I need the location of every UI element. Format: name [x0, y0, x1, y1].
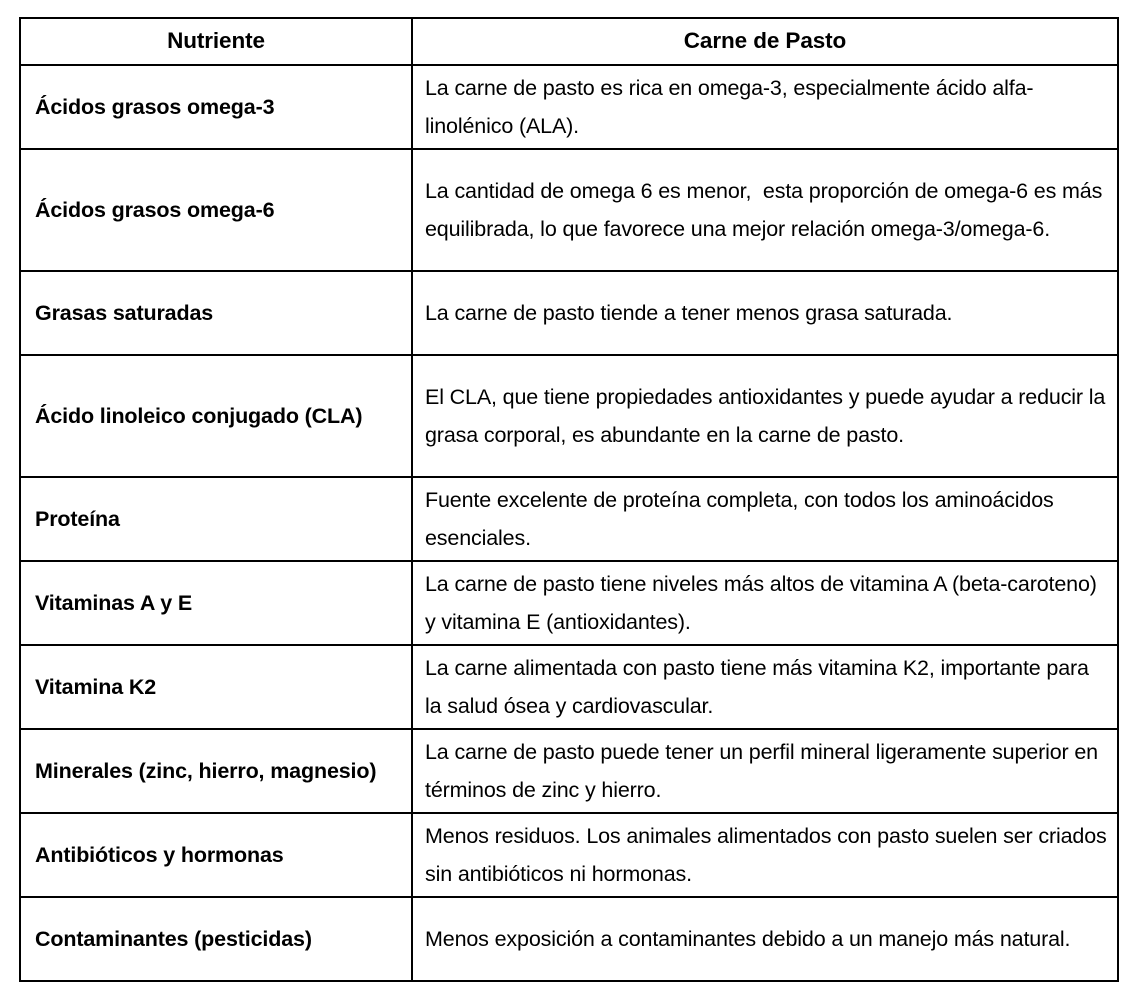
cell-description: La carne de pasto es rica en omega-3, especialmente ácido alfa-linolénico (ALA). — [412, 65, 1118, 149]
table-row — [20, 149, 1118, 271]
table-header-row — [20, 18, 1118, 65]
cell-nutrient: Vitamina K2 — [20, 645, 412, 729]
column-header-description: Carne de Pasto — [412, 18, 1118, 65]
cell-nutrient: Minerales (zinc, hierro, magnesio) — [20, 729, 412, 813]
cell-nutrient: Ácido linoleico conjugado (CLA) — [20, 355, 412, 477]
cell-nutrient: Antibióticos y hormonas — [20, 813, 412, 897]
table-body — [20, 65, 1118, 981]
column-header-nutrient: Nutriente — [20, 18, 412, 65]
cell-description: El CLA, que tiene propiedades antioxidantes y puede ayudar a reducir la grasa corporal, es abundante en la carne de pasto. — [412, 355, 1118, 477]
table-header — [20, 18, 1118, 65]
cell-description: La carne alimentada con pasto tiene más vitamina K2, importante para la salud ósea y cardiovascular. — [412, 645, 1118, 729]
table-row — [20, 561, 1118, 645]
table-row — [20, 271, 1118, 355]
cell-nutrient: Contaminantes (pesticidas) — [20, 897, 412, 981]
cell-description: Menos exposición a contaminantes debido a un manejo más natural. — [412, 897, 1118, 981]
cell-nutrient: Ácidos grasos omega-6 — [20, 149, 412, 271]
cell-description: Fuente excelente de proteína completa, con todos los aminoácidos esenciales. — [412, 477, 1118, 561]
table-row — [20, 729, 1118, 813]
cell-nutrient: Ácidos grasos omega-3 — [20, 65, 412, 149]
cell-description: La carne de pasto tiende a tener menos grasa saturada. — [412, 271, 1118, 355]
table-row — [20, 813, 1118, 897]
table-row — [20, 65, 1118, 149]
cell-description: La cantidad de omega 6 es menor, esta proporción de omega-6 es más equilibrada, lo que favorece una mejor relación omega-3/omega-6. — [412, 149, 1118, 271]
cell-nutrient: Grasas saturadas — [20, 271, 412, 355]
table-row — [20, 355, 1118, 477]
cell-nutrient: Proteína — [20, 477, 412, 561]
table-row — [20, 477, 1118, 561]
table-row — [20, 645, 1118, 729]
table-row — [20, 897, 1118, 981]
cell-description: Menos residuos. Los animales alimentados con pasto suelen ser criados sin antibióticos ni hormonas. — [412, 813, 1118, 897]
cell-nutrient: Vitaminas A y E — [20, 561, 412, 645]
nutrient-comparison-table — [19, 17, 1119, 982]
cell-description: La carne de pasto puede tener un perfil mineral ligeramente superior en términos de zinc y hierro. — [412, 729, 1118, 813]
cell-description: La carne de pasto tiene niveles más altos de vitamina A (beta-caroteno) y vitamina E (antioxidantes). — [412, 561, 1118, 645]
